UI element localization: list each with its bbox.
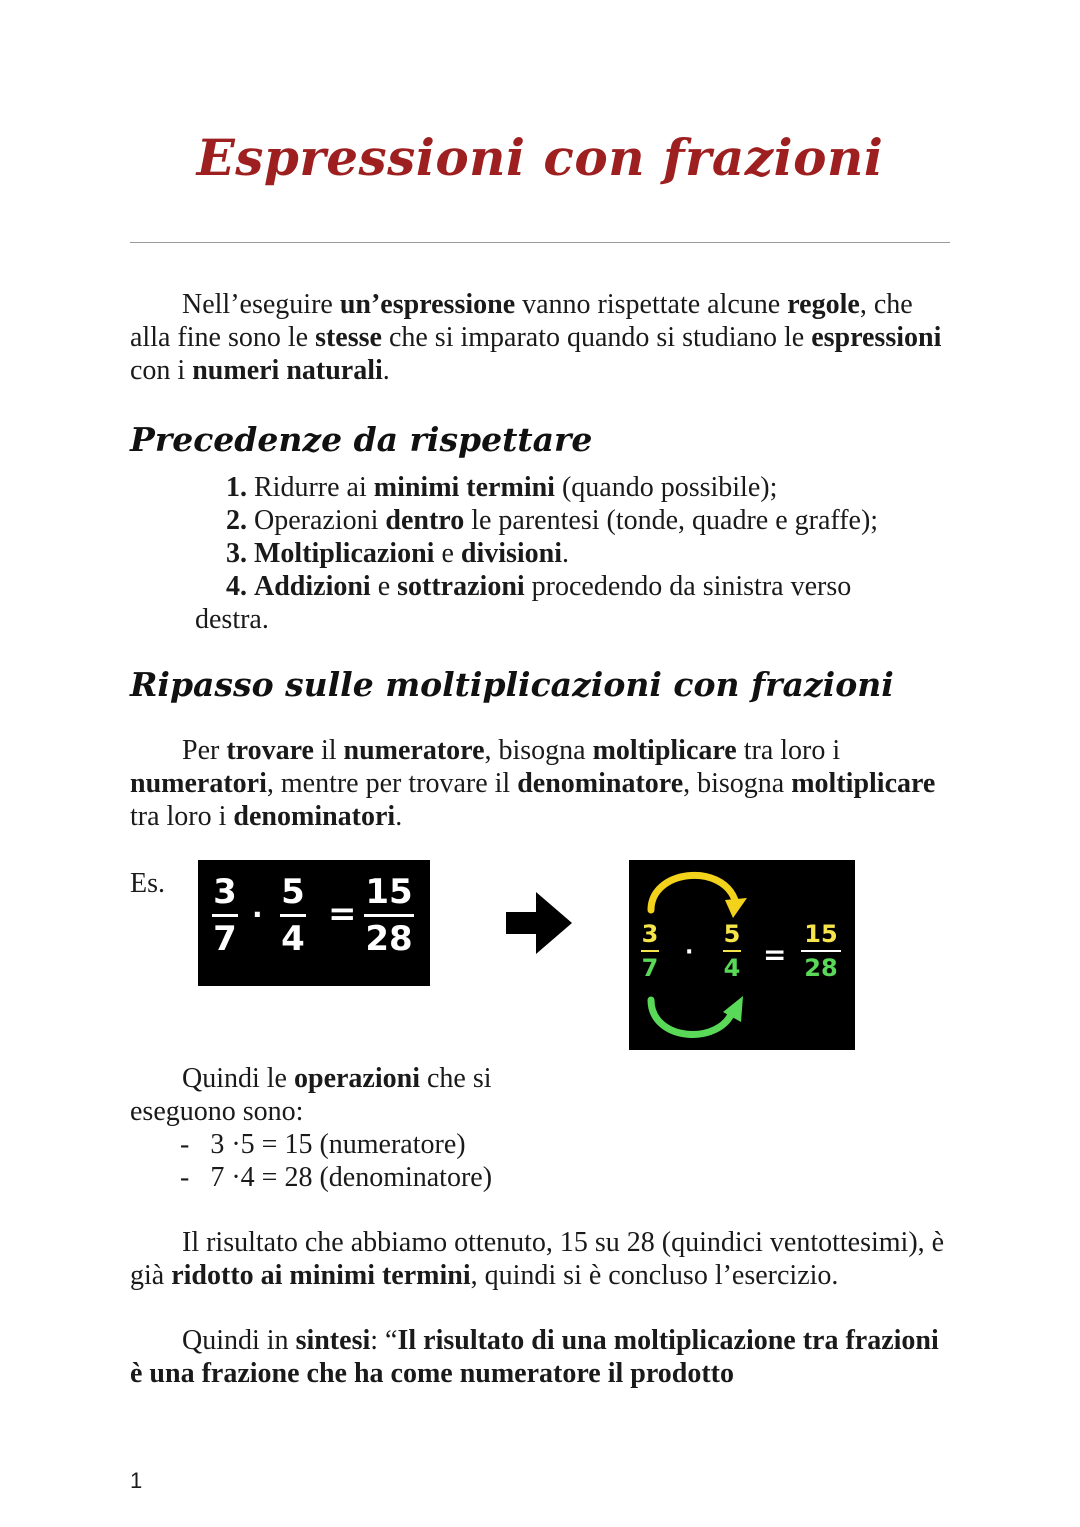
bold-text: stesse — [315, 322, 382, 353]
bold-text: divisioni — [460, 538, 563, 569]
text: Operazioni — [254, 505, 386, 536]
fraction-3-7: 3 7 — [213, 872, 237, 959]
text: procedendo da sinistra verso — [524, 571, 852, 602]
text: che si imparato quando si studiano le — [381, 322, 812, 353]
bold-text: sintesi — [295, 1325, 371, 1356]
bold-text: trovare — [226, 735, 314, 766]
text: tra loro i — [130, 801, 234, 832]
text: vanno rispettate alcune — [515, 289, 788, 320]
page-number: 1 — [130, 1468, 143, 1493]
fraction-5-4: 5 4 — [723, 920, 741, 982]
result-paragraph — [130, 1226, 950, 1292]
text: Il risultato che abbiamo ottenuto, 15 su 28 (quindici ventottesimi), è già — [130, 1227, 945, 1291]
bold-text: Moltiplicazioni — [254, 538, 435, 569]
arrow-right-icon — [500, 888, 576, 958]
text: e — [370, 571, 398, 602]
text: che si — [420, 1063, 492, 1094]
page-title: Espressioni con frazioni — [196, 128, 884, 187]
text: (quando possibile); — [554, 472, 778, 503]
text: , quindi si è concluso l’esercizio. — [470, 1260, 839, 1291]
example-label: Es. — [130, 868, 165, 899]
bold-text: ridotto ai minimi termini — [171, 1260, 471, 1291]
bold-text: numeri naturali — [192, 355, 383, 386]
fraction-5-4: 5 4 — [281, 872, 305, 959]
list-item: 3. Moltiplicazioni e divisioni. — [226, 538, 570, 569]
bold-text: moltiplicare — [791, 768, 936, 799]
bold-text: numeratore — [343, 735, 485, 766]
bold-text: espressioni — [811, 322, 942, 353]
bold-text: Il risultato di una moltiplicazione tra frazioni è una frazione che ha come numeratore il prodotto — [130, 1325, 939, 1389]
bold-text: un’espressione — [339, 289, 516, 320]
review-paragraph — [130, 734, 950, 833]
text: Ridurre ai — [254, 472, 374, 503]
list-item: 4. Addizioni e sottrazioni procedendo da sinistra verso — [226, 571, 852, 602]
text: , che alla fine sono le — [130, 289, 913, 353]
fraction-3-7: 3 7 — [641, 920, 659, 982]
review-heading: Ripasso sulle moltiplicazioni con frazioni — [130, 665, 894, 704]
text: , mentre per trovare il — [266, 768, 518, 799]
text: Quindi in — [182, 1325, 296, 1356]
text: il — [313, 735, 344, 766]
intro-paragraph — [130, 288, 950, 387]
list-item: - 3 ·5 = 15 (numeratore) — [180, 1129, 466, 1160]
title-divider — [130, 242, 950, 243]
example-equation-box — [198, 860, 430, 986]
text: : “ — [370, 1325, 398, 1356]
bold-text: dentro — [385, 505, 465, 536]
list-item: - 7 ·4 = 28 (denominatore) — [180, 1162, 493, 1193]
list-item: 2. Operazioni dentro le parentesi (tonde, quadre e graffe); — [226, 505, 879, 536]
bold-text: denominatore — [517, 768, 684, 799]
text: e — [434, 538, 461, 569]
equals-sign: = — [328, 894, 357, 934]
list-item-wrap: destra. — [195, 604, 269, 635]
bold-text: moltiplicare — [592, 735, 737, 766]
text: . — [382, 355, 390, 386]
fraction-15-28: 15 28 — [801, 920, 841, 982]
operations-list — [180, 1128, 492, 1194]
text: . — [562, 538, 570, 569]
text: Nell’eseguire — [182, 289, 340, 320]
text: le parentesi (tonde, quadre e graffe); — [464, 505, 879, 536]
bold-text: numeratori — [130, 768, 267, 799]
text: , bisogna — [484, 735, 593, 766]
multiply-dot: · — [252, 898, 263, 931]
text: Quindi le — [182, 1063, 294, 1094]
bold-text: sottrazioni — [397, 571, 525, 602]
operations-intro: Quindi le operazioni che si eseguono sono: — [130, 1063, 492, 1127]
text: Per — [182, 735, 227, 766]
example-explained-box — [629, 860, 855, 1050]
equals-sign: = — [763, 938, 787, 971]
text: tra loro i — [736, 735, 841, 766]
bold-text: minimi termini — [373, 472, 555, 503]
fraction-15-28: 15 28 — [365, 872, 413, 959]
bold-text: regole — [787, 289, 860, 320]
list-item: 1. Ridurre ai minimi termini (quando possibile); — [226, 472, 778, 503]
precedence-list — [195, 471, 955, 636]
bold-text: operazioni — [294, 1063, 420, 1094]
precedence-heading: Precedenze da rispettare — [130, 420, 593, 459]
text: con i — [130, 355, 193, 386]
summary-paragraph — [130, 1324, 950, 1390]
text: , bisogna — [683, 768, 792, 799]
bold-text: denominatori — [233, 801, 396, 832]
bold-text: Addizioni — [254, 571, 371, 602]
multiply-dot: · — [685, 940, 694, 965]
text: . — [395, 801, 403, 832]
